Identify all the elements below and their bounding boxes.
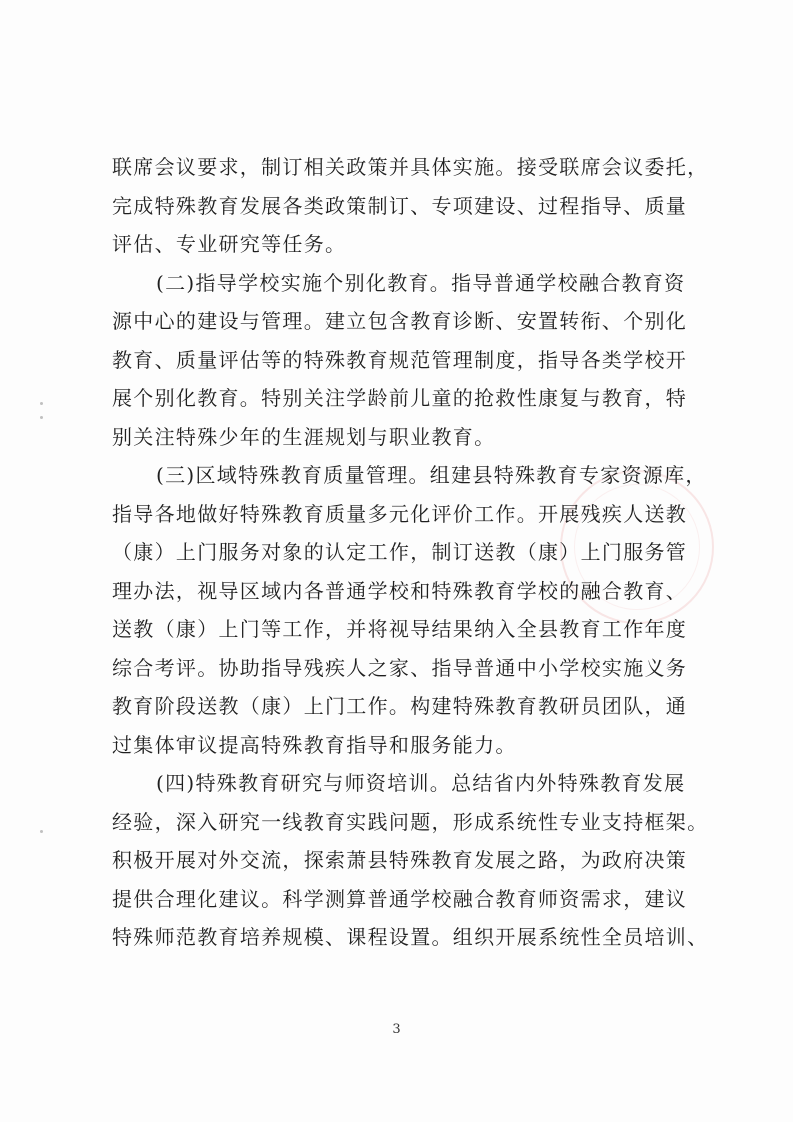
text-line: 理办法，视导区域内各普通学校和特殊教育学校的融合教育、 [112,578,688,603]
section-heading-line: (二)指导学校实施个别化教育。指导普通学校融合教育资 [156,270,686,295]
text-line: 教育、质量评估等的特殊教育规范管理制度，指导各类学校开 [112,347,688,372]
text-line: 完成特殊教育发展各类政策制订、专项建设、过程指导、质量 [112,193,688,218]
text-line: 提供合理化建议。科学测算普通学校融合教育师资需求，建议 [112,886,688,911]
section-heading-line: (三)区域特殊教育质量管理。组建县特殊教育专家资源库， [156,463,707,487]
page-number: 3 [392,1022,401,1037]
scan-speck [40,402,43,405]
text-line: 综合考评。协助指导残疾人之家、指导普通中小学校实施义务 [112,655,688,680]
text-line: 源中心的建设与管理。建立包含教育诊断、安置转衔、个别化 [112,309,688,333]
text-line: （康）上门服务对象的认定工作，制订送教（康）上门服务管 [112,540,688,564]
text-line: 指导各地做好特殊教育质量多元化评价工作。开展残疾人送教 [112,501,688,526]
text-line: 送教（康）上门等工作，并将视导结果纳入全县教育工作年度 [112,617,688,641]
scan-speck [40,416,43,419]
text-line: 评估、专业研究等任务。 [112,232,347,256]
scan-speck [40,830,43,833]
text-line: 过集体审议提高特殊教育指导和服务能力。 [112,732,517,757]
text-line: 联席会议要求，制订相关政策并具体实施。接受联席会议委托， [112,155,709,179]
text-line: 经验，深入研究一线教育实践问题，形成系统性专业支持框架。 [112,809,709,834]
body-text [112,148,709,957]
text-line: 特殊师范教育培养规模、课程设置。组织开展系统性全员培训、 [112,925,709,949]
text-line: 积极开展对外交流，探索萧县特殊教育发展之路，为政府决策 [112,848,688,872]
text-line: 别关注特殊少年的生涯规划与职业教育。 [112,424,496,449]
text-line: 展个别化教育。特别关注学龄前儿童的抢救性康复与教育，特 [112,386,688,410]
text-line: 教育阶段送教（康）上门工作。构建特殊教育教研员团队，通 [112,694,688,718]
section-heading-line: (四)特殊教育研究与师资培训。总结省内外特殊教育发展 [156,771,686,795]
